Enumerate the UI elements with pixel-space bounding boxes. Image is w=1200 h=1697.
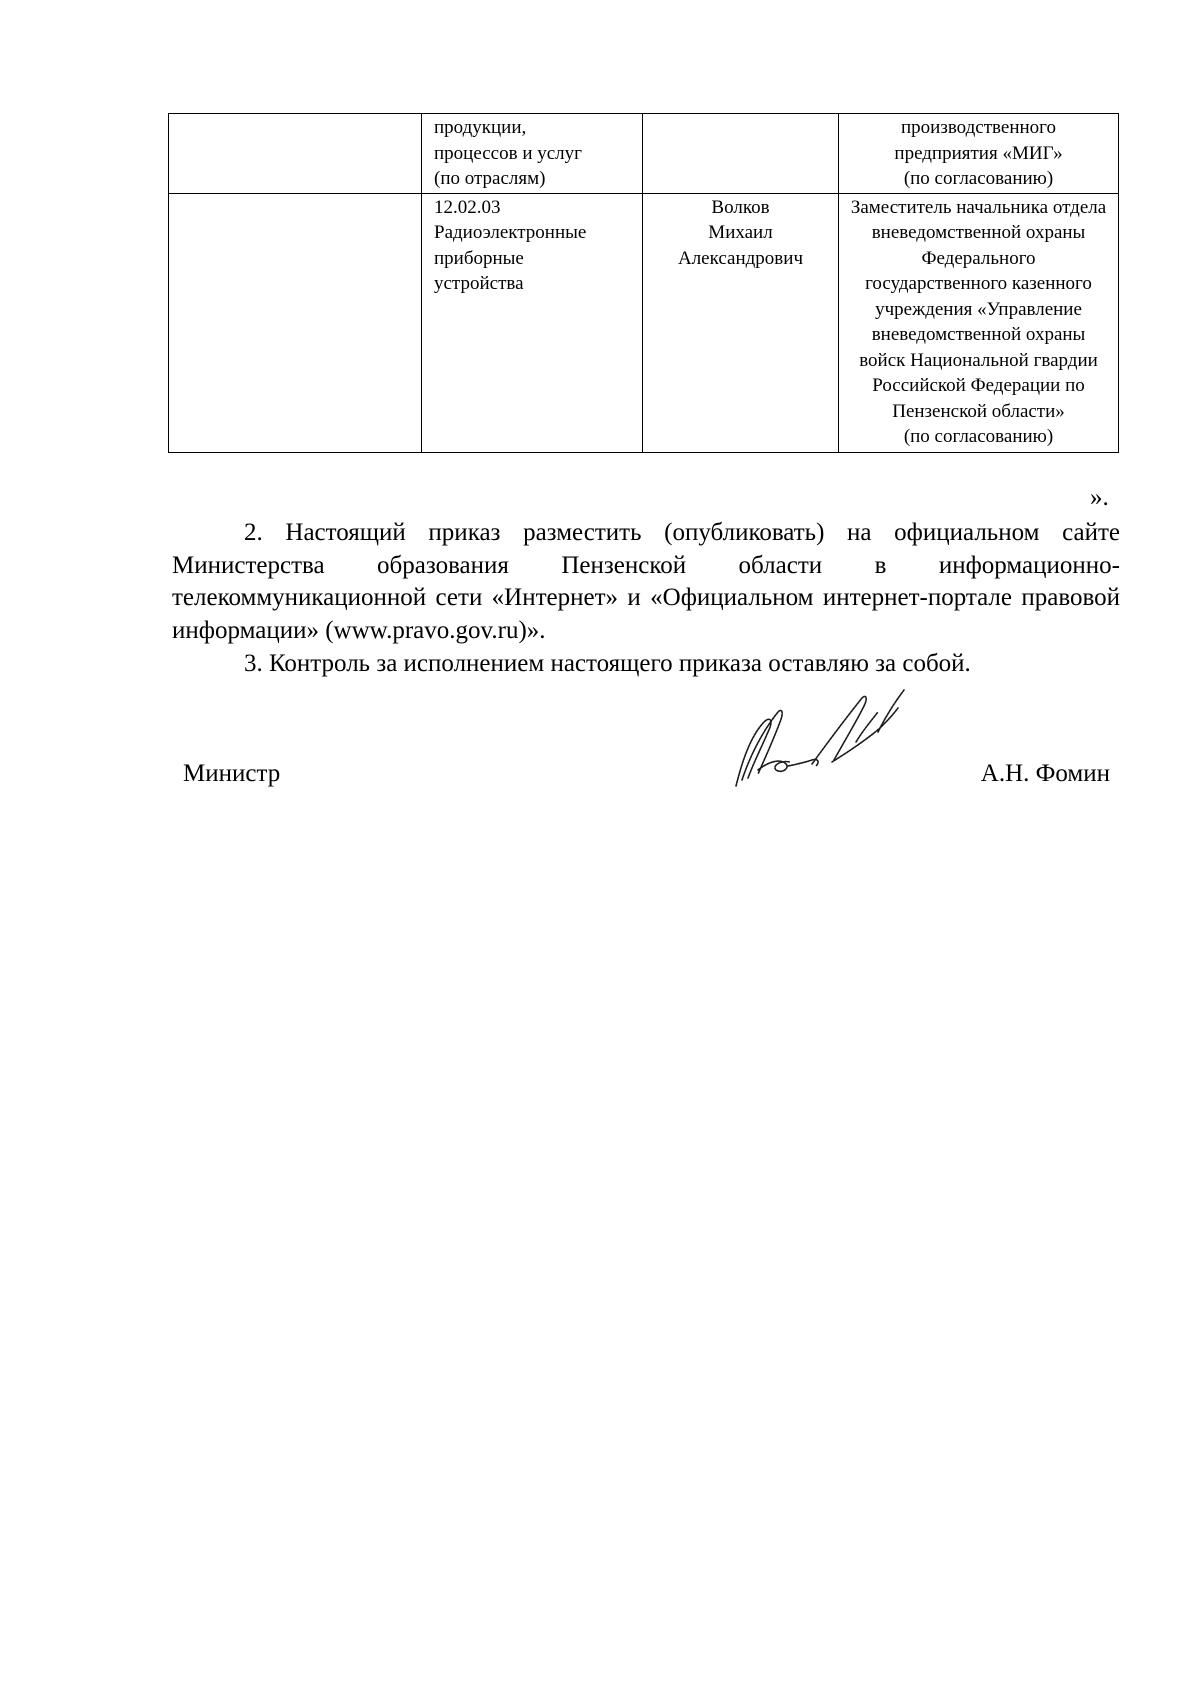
cell-line: (по согласованию) (903, 426, 1054, 447)
cell-line: (по согласованию) (903, 168, 1054, 189)
cell-line: вневедомственной охраны (871, 222, 1086, 243)
table-cell-specialty (422, 193, 643, 452)
commission-table (168, 113, 1119, 453)
signatory-title: Министр (183, 760, 281, 787)
table-cell-position (839, 193, 1119, 452)
cell-line: процессов и услуг (434, 142, 582, 164)
cell-line: 12.02.03 (434, 196, 501, 218)
table-cell-specialty (422, 114, 643, 194)
cell-line: (по отраслям) (434, 168, 546, 189)
cell-line: Федерального (921, 247, 1036, 269)
table-row (169, 114, 1119, 194)
signature-block (0, 760, 1200, 800)
cell-line: Волков (711, 196, 770, 218)
cell-line: Российской Федерации по (872, 375, 1085, 396)
cell-line: вневедомственной охраны (871, 324, 1086, 345)
closing-quote: ». (1090, 484, 1109, 511)
cell-line: предприятия «МИГ» (894, 142, 1063, 164)
table-cell-position (839, 114, 1119, 194)
cell-line: устройства (434, 273, 524, 294)
cell-line: Радиоэлектронные (434, 222, 587, 243)
table-cell-col1 (169, 114, 422, 194)
paragraph-publication: 2. Настоящий приказ разместить (опубликовать) на официальном сайте Министерства образования Пензенской области в информационно-телекоммуникационной сети «Интернет» и «Официальном интернет-портале правовой информации» (www.pravo.gov.ru)». (172, 519, 1120, 644)
cell-line: войск Национальной гвардии (859, 349, 1098, 371)
cell-line: Александрович (677, 247, 804, 269)
cell-line: Заместитель начальника отдела (850, 196, 1107, 218)
cell-line: учреждения «Управление (875, 298, 1082, 320)
cell-line: производственного (901, 117, 1056, 138)
table-row (169, 193, 1119, 452)
paragraph-control: 3. Контроль за исполнением настоящего приказа оставляю за собой. (244, 650, 971, 677)
cell-line: продукции, (434, 117, 527, 138)
cell-line: Пензенской области» (892, 400, 1065, 422)
table-cell-person (643, 114, 839, 194)
cell-line: приборные (434, 247, 524, 269)
table-cell-col1 (169, 193, 422, 452)
cell-line: государственного казенного (865, 273, 1092, 294)
cell-line: Михаил (708, 222, 773, 243)
table-cell-person (643, 193, 839, 452)
signatory-name: А.Н. Фомин (980, 760, 1110, 787)
